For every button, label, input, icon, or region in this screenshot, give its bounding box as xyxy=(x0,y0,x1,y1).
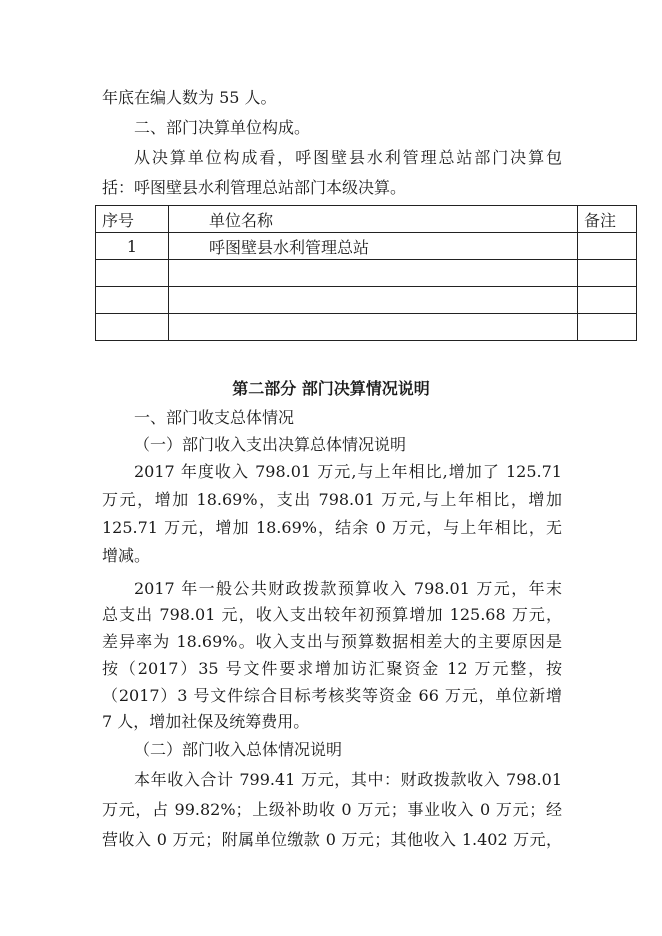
text-line: 按（2017）35 号文件要求增加访汇聚资金 12 万元整，按 xyxy=(102,659,562,678)
section-heading: 一、部门收支总体情况 xyxy=(134,408,295,427)
header-unit-name: 单位名称 xyxy=(169,206,578,233)
cell-unit-name: 呼图壁县水利管理总站 xyxy=(169,233,578,260)
text-line: 从决算单位构成看，呼图壁县水利管理总站部门决算包 xyxy=(134,148,562,167)
cell-index xyxy=(96,314,169,341)
cell-remark xyxy=(578,287,637,314)
table-row xyxy=(96,287,637,314)
subsection-heading: （一）部门收入支出决算总体情况说明 xyxy=(134,435,407,454)
text-line: 2017 年度收入 798.01 万元,与上年相比,增加了 125.71 xyxy=(134,462,562,481)
table-row xyxy=(96,260,637,287)
cell-unit-name xyxy=(169,260,578,287)
text-line: 万元，增加 18.69%，支出 798.01 万元,与上年相比，增加 xyxy=(102,490,562,509)
text-line: 差异率为 18.69%。收入支出与预算数据相差大的主要原因是 xyxy=(102,632,562,651)
table-header-row xyxy=(96,206,637,233)
text-line: （2017）3 号文件综合目标考核奖等资金 66 万元，单位新增 xyxy=(102,686,562,705)
text-line: 125.71 万元，增加 18.69%，结余 0 万元，与上年相比，无 xyxy=(102,518,562,537)
cell-remark xyxy=(578,233,637,260)
cell-index: 1 xyxy=(96,233,169,260)
text-line: 总支出 798.01 元，收入支出较年初预算增加 125.68 万元， xyxy=(102,605,562,624)
table-row xyxy=(96,314,637,341)
cell-remark xyxy=(578,314,637,341)
table-row xyxy=(96,233,637,260)
header-remark: 备注 xyxy=(578,206,637,233)
header-index: 序号 xyxy=(96,206,169,233)
text-line: 本年收入合计 799.41 万元，其中：财政拨款收入 798.01 xyxy=(134,770,562,789)
text-line: 营收入 0 万元；附属单位缴款 0 万元；其他收入 1.402 万元， xyxy=(102,830,562,849)
cell-unit-name xyxy=(169,287,578,314)
text-line: 万元，占 99.82%；上级补助收 0 万元；事业收入 0 万元；经 xyxy=(102,800,562,819)
cell-unit-name xyxy=(169,314,578,341)
text-line: 括：呼图壁县水利管理总站部门本级决算。 xyxy=(102,178,407,197)
text-line: 2017 年一般公共财政拨款预算收入 798.01 万元，年末 xyxy=(134,579,562,598)
part-title: 第二部分 部门决算情况说明 xyxy=(232,379,430,398)
cell-index xyxy=(96,287,169,314)
text-line: 年底在编人数为 55 人。 xyxy=(102,88,277,107)
text-line: 7 人，增加社保及统筹费用。 xyxy=(102,712,310,731)
cell-remark xyxy=(578,260,637,287)
unit-table xyxy=(95,205,637,341)
subsection-heading: （二）部门收入总体情况说明 xyxy=(134,740,343,759)
cell-index xyxy=(96,260,169,287)
section-heading: 二、部门决算单位构成。 xyxy=(134,118,311,137)
text-line: 增减。 xyxy=(102,546,151,565)
